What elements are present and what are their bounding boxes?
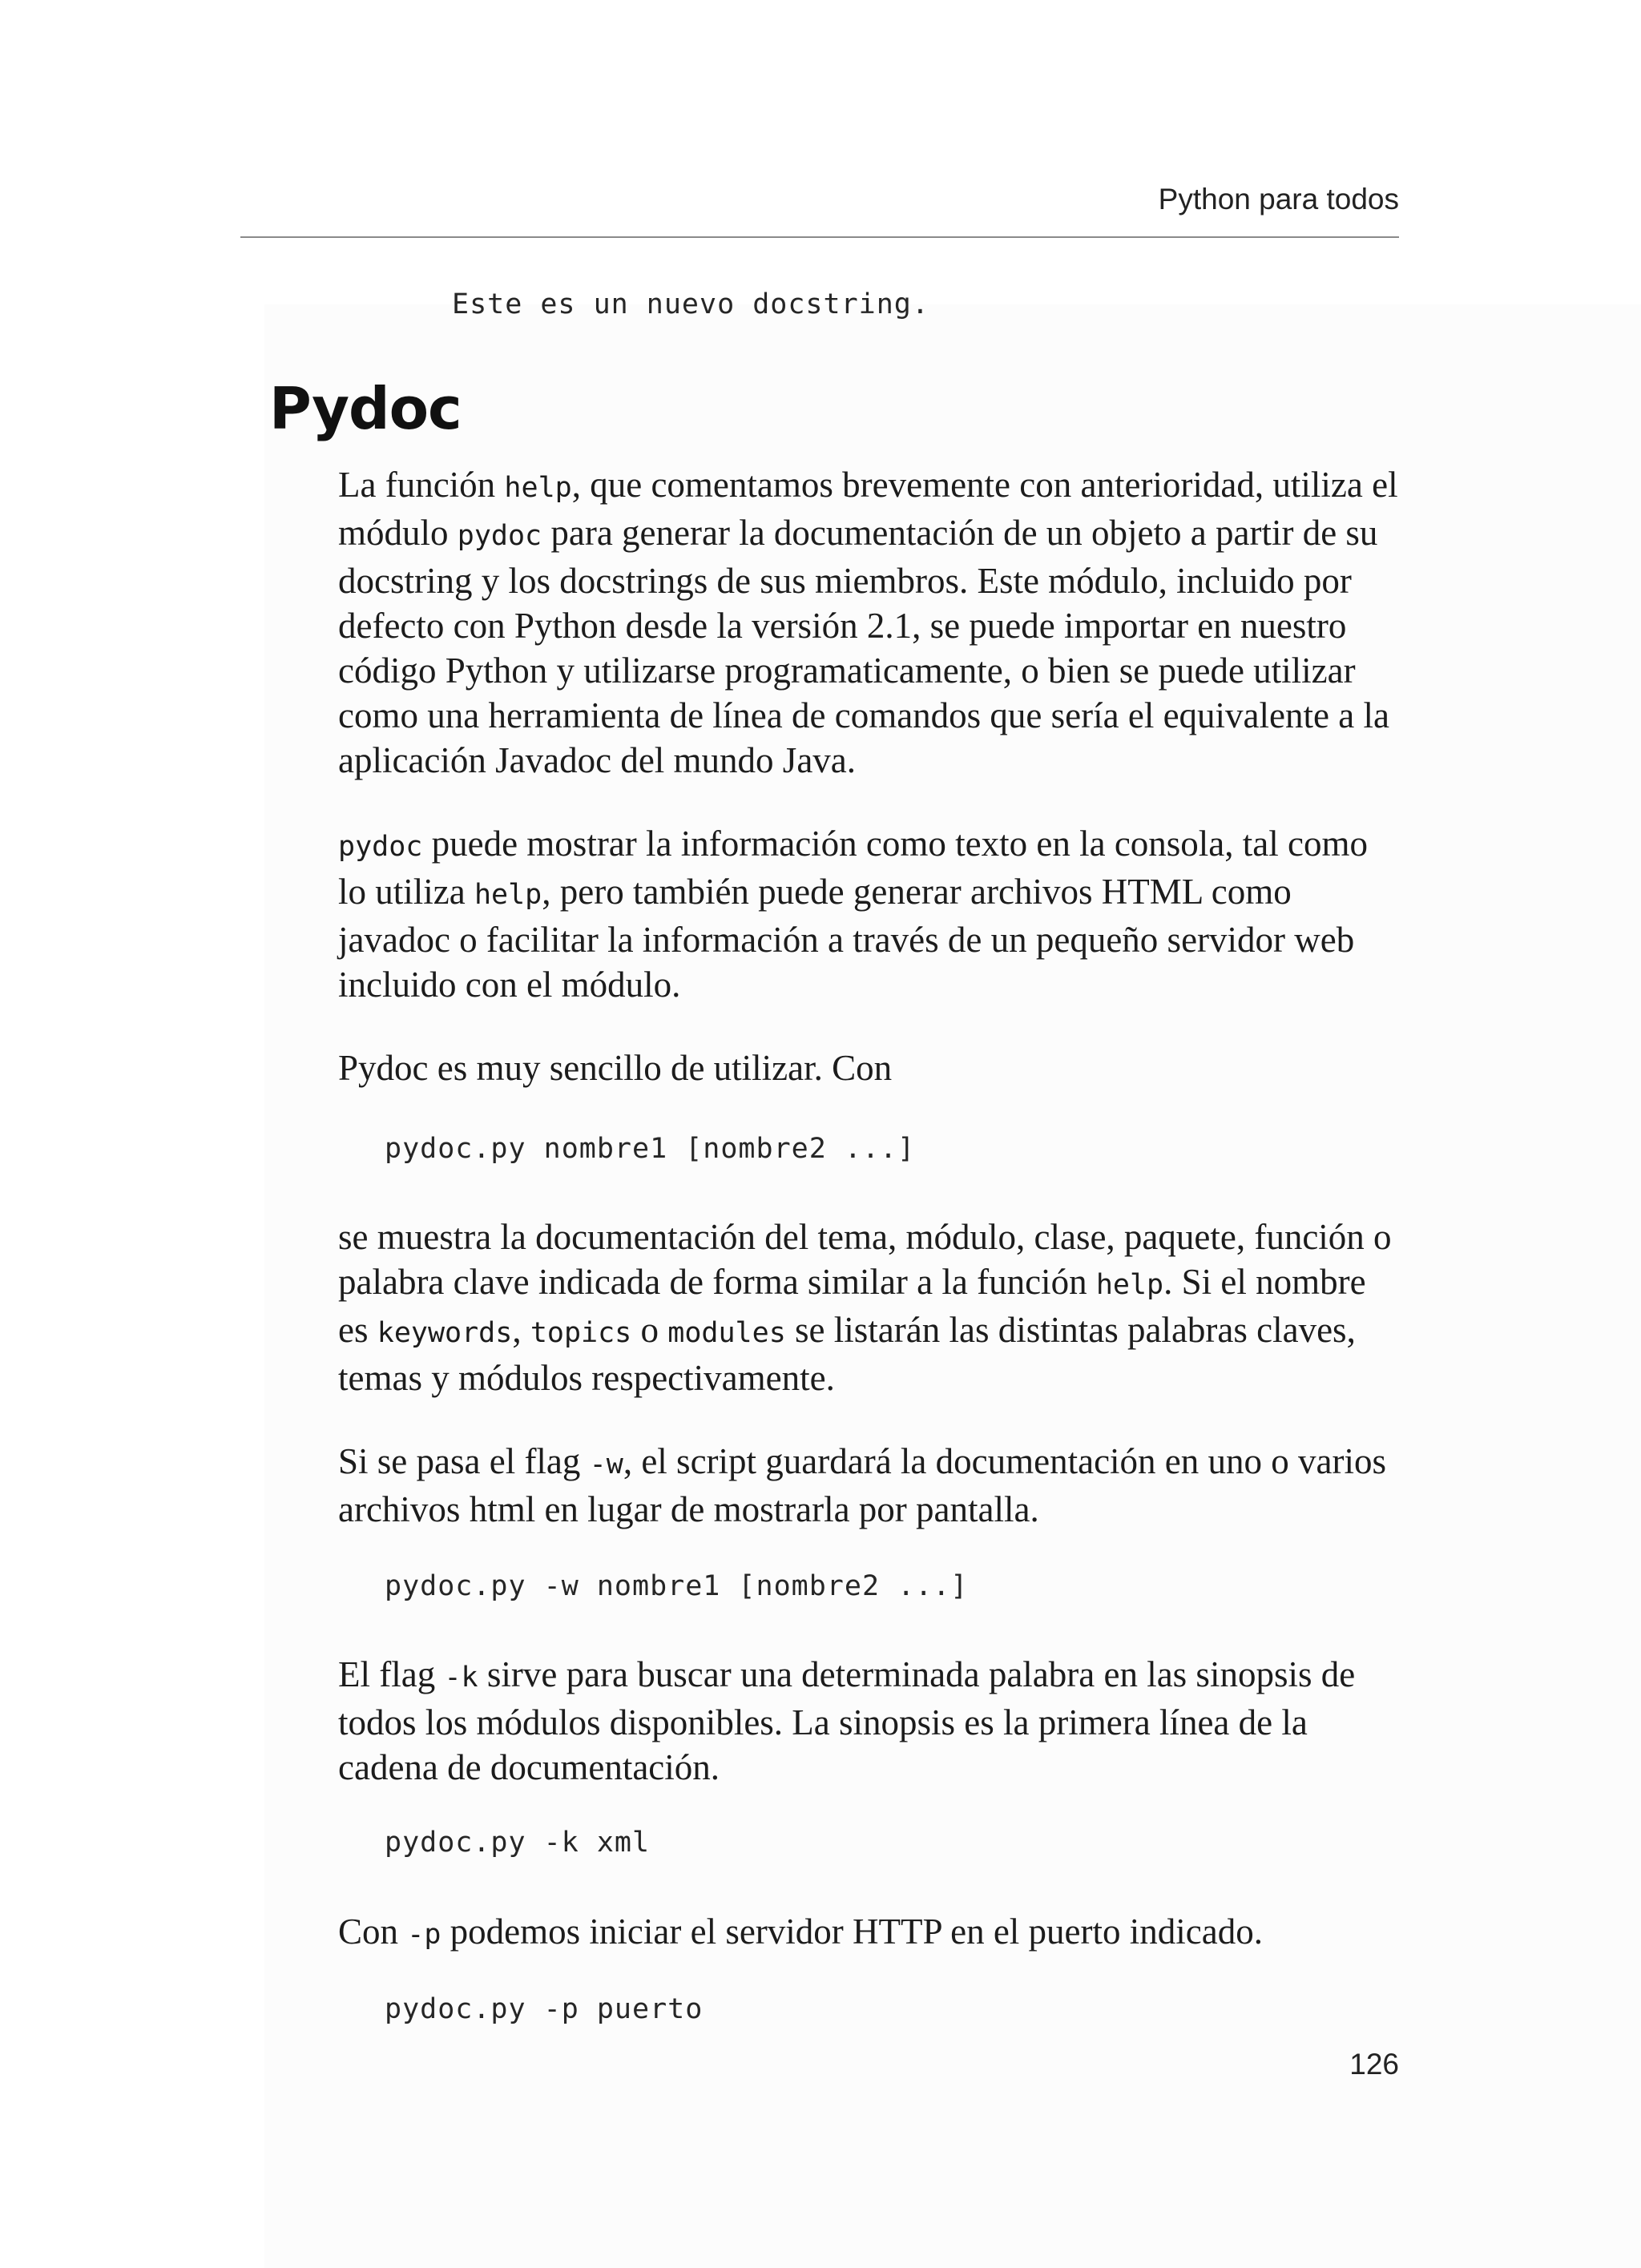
text: El flag	[338, 1654, 445, 1694]
code-block-intro: Este es un nuevo docstring.	[452, 288, 929, 320]
text: se listarán las distintas palabras claves, temas y módulos respectivamente.	[338, 1310, 1356, 1398]
inline-code: pydoc	[457, 520, 542, 552]
paragraph-5	[338, 1439, 1404, 1532]
inline-code: help	[504, 472, 572, 504]
text: Pydoc es muy sencillo de utilizar. Con	[338, 1048, 893, 1088]
section-title: Pydoc	[269, 375, 462, 442]
text: ,	[512, 1310, 530, 1350]
code-block-3: pydoc.py -k xml	[385, 1827, 651, 1859]
inline-code: help	[474, 879, 542, 911]
header-rule	[240, 236, 1399, 238]
inline-code: help	[1095, 1269, 1164, 1301]
page-number: 126	[1349, 2048, 1399, 2081]
text: puede mostrar la información como texto en la consola, tal como lo utiliza	[338, 824, 1368, 912]
text: se muestra la documentación del tema, módulo, clase, paquete, función o palabra clave indicada de forma similar a la función	[338, 1217, 1392, 1302]
text: para generar la documentación de un objeto a partir de su docstring y los docstrings de sus miembros. Este módulo, incluido por defecto con Python desde la versión 2.1, se puede importar en nuestro código Python y utilizarse programaticamente, o bien se puede utilizar como una herramienta de línea de comandos que sería el equivalente a la aplicación Javadoc del mundo Java.	[338, 513, 1389, 780]
paragraph-4	[338, 1215, 1404, 1400]
text: . Si el nombre es	[338, 1262, 1366, 1350]
code-block-1: pydoc.py nombre1 [nombre2 ...]	[385, 1133, 916, 1165]
text: Con	[338, 1911, 408, 1952]
inline-code: modules	[667, 1317, 786, 1349]
text: , que comentamos brevemente con anterioridad, utiliza el módulo	[338, 465, 1398, 553]
text: , pero también puede generar archivos HTML como javadoc o facilitar la información a través de un pequeño servidor web incluido con el módulo.	[338, 872, 1355, 1005]
running-header: Python para todos	[1158, 183, 1399, 216]
text: La función	[338, 465, 505, 505]
text: podemos iniciar el servidor HTTP en el puerto indicado.	[441, 1911, 1263, 1952]
inline-code: -w	[589, 1448, 623, 1480]
text: Si se pasa el flag	[338, 1441, 590, 1481]
text: sirve para buscar una determinada palabra en las sinopsis de todos los módulos disponibles. La sinopsis es la primera línea de la cadena de documentación.	[338, 1654, 1356, 1787]
paragraph-2	[338, 821, 1404, 1007]
paragraph-3	[338, 1045, 1404, 1090]
inline-code: -p	[407, 1919, 441, 1951]
text: , el script guardará la documentación en uno o varios archivos html en lugar de mostrarla por pantalla.	[338, 1441, 1386, 1529]
inline-code: -k	[444, 1662, 478, 1694]
inline-code: topics	[530, 1317, 632, 1349]
code-block-4: pydoc.py -p puerto	[385, 1993, 704, 2025]
inline-code: keywords	[377, 1317, 513, 1349]
paragraph-1	[338, 462, 1404, 783]
text: o	[631, 1310, 668, 1350]
code-block-2: pydoc.py -w nombre1 [nombre2 ...]	[385, 1570, 969, 1602]
paragraph-6	[338, 1652, 1404, 1790]
paragraph-7	[338, 1909, 1404, 1957]
inline-code: pydoc	[338, 831, 423, 863]
